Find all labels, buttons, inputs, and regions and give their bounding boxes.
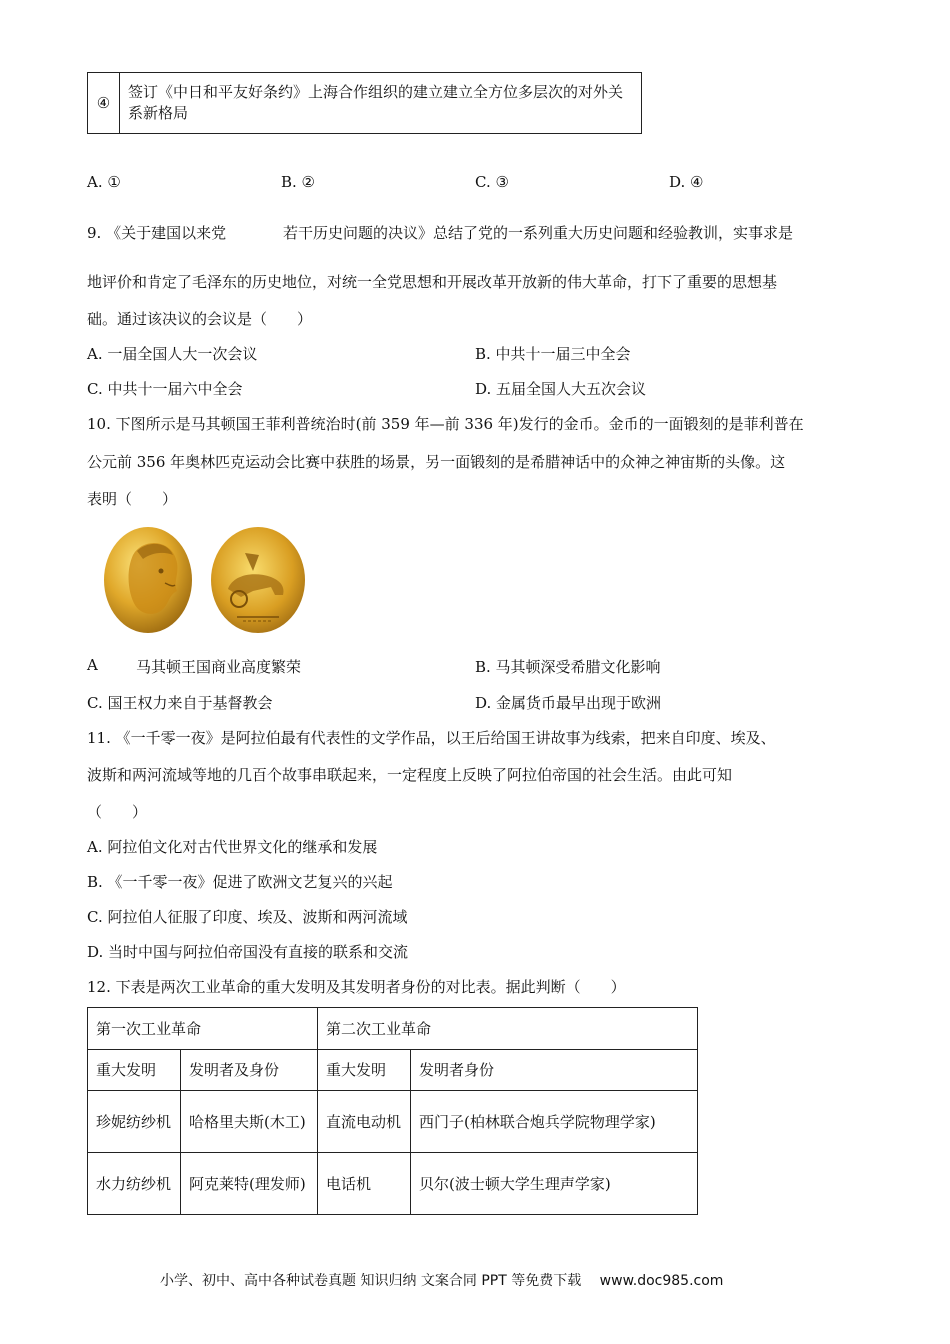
table-cell: 阿克莱特(理发师) — [181, 1153, 318, 1215]
q9-stem-part2: 若干历史问题的决议》总结了党的一系列重大历史问题和经验教训，实事求是 — [283, 224, 794, 242]
q10-option-b: B. 马其顿深受希腊文化影响 — [475, 658, 661, 676]
option-description: 签订《中日和平友好条约》上海合作组织的建立建立全方位多层次的对外关系新格局 — [120, 73, 642, 134]
column-header: 重大发明 — [318, 1050, 411, 1091]
q9-stem-line2: 地评价和肯定了毛泽东的历史地位，对统一全党思想和开展改革开放新的伟大革命，打下了重要的思想基 — [87, 273, 778, 291]
table-cell: 贝尔(波士顿大学生理声学家) — [411, 1153, 698, 1215]
table-row — [88, 1091, 698, 1153]
coin-obverse-zeus-head — [104, 527, 192, 633]
industrial-revolution-table — [87, 1007, 698, 1215]
q9-option-c: C. 中共十一届六中全会 — [87, 380, 243, 398]
group-header-first-revolution: 第一次工业革命 — [88, 1008, 318, 1050]
table-cell: 电话机 — [318, 1153, 411, 1215]
q9-option-a: A. 一届全国人大一次会议 — [87, 345, 258, 363]
q9-option-b: B. 中共十一届三中全会 — [475, 345, 631, 363]
table-cell: 直流电动机 — [318, 1091, 411, 1153]
q9-stem-part1: 9. 《关于建国以来党 — [87, 224, 227, 242]
q9-option-d: D. 五届全国人大五次会议 — [475, 380, 647, 398]
q10-stem-line2: 公元前 356 年奥林匹克运动会比赛中获胜的场景，另一面锻刻的是希腊神话中的众神之神宙斯的头像。这 — [87, 453, 786, 471]
q8-option-d: D. ④ — [669, 173, 704, 191]
q11-stem-line2: 波斯和两河流域等地的几百个故事串联起来，一定程度上反映了阿拉伯帝国的社会生活。由此可知 — [87, 766, 733, 784]
group-header-second-revolution: 第二次工业革命 — [318, 1008, 698, 1050]
q11-stem-line3: （ ） — [87, 803, 148, 821]
q10-stem-line1: 10. 下图所示是马其顿国王菲利普统治时(前 359 年—前 336 年)发行的金币。金币的一面锻刻的是菲利普在 — [87, 415, 804, 433]
q10-stem-line3: 表明（ ） — [87, 490, 178, 508]
q8-option-c: C. ③ — [475, 173, 509, 191]
q11-option-b: B. 《一千零一夜》促进了欧洲文艺复兴的兴起 — [87, 873, 393, 891]
answer-option-table — [87, 72, 642, 134]
q10-option-d: D. 金属货币最早出现于欧洲 — [475, 694, 662, 712]
coin-reverse-chariot — [211, 527, 305, 633]
q12-stem: 12. 下表是两次工业革命的重大发明及其发明者身份的对比表。据此判断（ ） — [87, 978, 626, 996]
gold-coins-image — [103, 525, 313, 637]
q10-option-c: C. 国王权力来自于基督教会 — [87, 694, 273, 712]
q11-option-a: A. 阿拉伯文化对古代世界文化的继承和发展 — [87, 838, 378, 856]
q11-stem-line1: 11. 《一千零一夜》是阿拉伯最有代表性的文学作品，以王后给国王讲故事为线索，把来自印度、埃及、 — [87, 729, 776, 747]
q8-option-b: B. ② — [281, 173, 316, 191]
table-cell: 哈格里夫斯(木工) — [181, 1091, 318, 1153]
table-cell: 水力纺纱机 — [88, 1153, 181, 1215]
q8-option-a: A. ① — [87, 173, 121, 191]
q11-option-c: C. 阿拉伯人征服了印度、埃及、波斯和两河流域 — [87, 908, 408, 926]
q11-option-d: D. 当时中国与阿拉伯帝国没有直接的联系和交流 — [87, 943, 409, 961]
column-header: 发明者及身份 — [181, 1050, 318, 1091]
table-cell: 西门子(柏林联合炮兵学院物理学家) — [411, 1091, 698, 1153]
column-header: 发明者身份 — [411, 1050, 698, 1091]
column-header: 重大发明 — [88, 1050, 181, 1091]
q10-option-a-text: 马其顿王国商业高度繁荣 — [136, 658, 302, 676]
page-footer: 小学、初中、高中各种试卷真题 知识归纳 文案合同 PPT 等免费下载 www.doc985.com — [160, 1273, 724, 1289]
q9-stem-line3: 础。通过该决议的会议是（ ） — [87, 310, 313, 328]
option-number: ④ — [88, 73, 120, 134]
table-row — [88, 1153, 698, 1215]
q10-option-a-letter: A — [87, 656, 98, 674]
table-cell: 珍妮纺纱机 — [88, 1091, 181, 1153]
